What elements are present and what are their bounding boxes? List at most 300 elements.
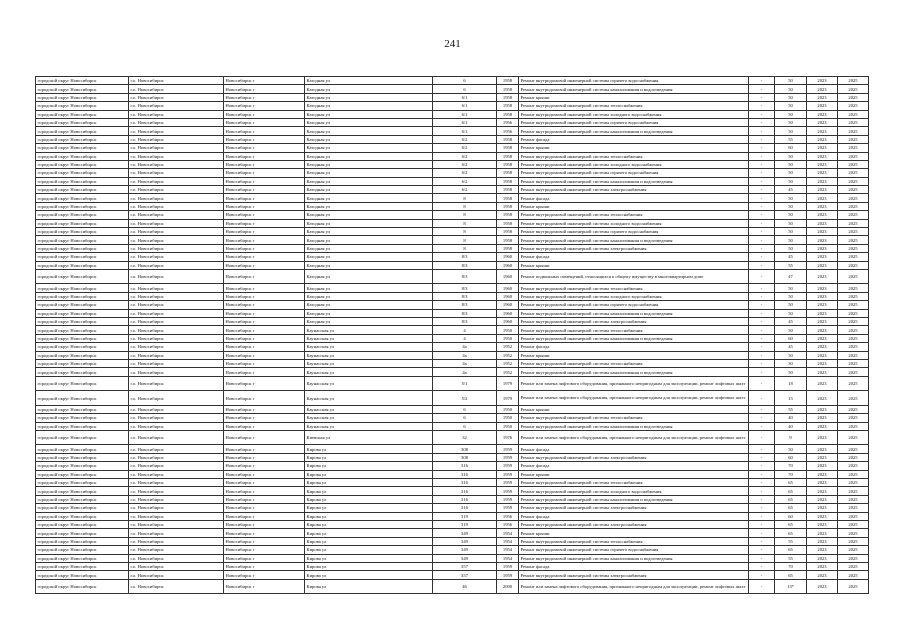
- cost-cell: 50: [775, 77, 807, 85]
- end-year-cell: 2025: [838, 562, 869, 570]
- street-cell: Кирова ул: [305, 520, 433, 528]
- start-year-cell: 2023: [807, 177, 838, 185]
- settlement-cell: г.о. Новосибирск: [129, 152, 224, 160]
- table-row: [36, 479, 869, 487]
- start-year-cell: 2023: [807, 228, 838, 236]
- end-year-cell: 2025: [838, 236, 869, 244]
- end-year-cell: 2025: [838, 284, 869, 292]
- settlement-cell: г.о. Новосибирск: [129, 414, 224, 422]
- note-cell: -: [749, 284, 775, 292]
- note-cell: -: [749, 495, 775, 503]
- city-cell: Новосибирск г: [224, 309, 305, 317]
- work-type-cell: Ремонт внутридомовой инженерной системы электроснабжения: [519, 520, 749, 528]
- start-year-cell: 2023: [807, 405, 838, 413]
- street-cell: Каунасская ул: [305, 334, 433, 342]
- work-type-cell: Ремонт крыши: [519, 351, 749, 359]
- note-cell: -: [749, 93, 775, 101]
- settlement-cell: г.о. Новосибирск: [129, 77, 224, 85]
- house-number-cell: 6/2: [433, 144, 497, 152]
- house-number-cell: 308: [433, 453, 497, 461]
- note-cell: -: [749, 169, 775, 177]
- street-cell: Каунасская ул: [305, 360, 433, 368]
- settlement-cell: г.о. Новосибирск: [129, 236, 224, 244]
- work-type-cell: Ремонт внутридомовой инженерной системы канализования и водоотведения: [519, 554, 749, 562]
- work-type-cell: Ремонт внутридомовой инженерной системы канализования и водоотведения: [519, 236, 749, 244]
- street-cell: Кирова ул: [305, 504, 433, 512]
- cost-cell: 47: [775, 269, 807, 284]
- settlement-cell: г.о. Новосибирск: [129, 85, 224, 93]
- build-year-cell: 1954: [497, 537, 519, 545]
- end-year-cell: 2025: [838, 360, 869, 368]
- city-cell: Новосибирск г: [224, 127, 305, 135]
- house-number-cell: 8/3: [433, 292, 497, 300]
- end-year-cell: 2025: [838, 211, 869, 219]
- start-year-cell: 2023: [807, 102, 838, 110]
- note-cell: -: [749, 177, 775, 185]
- settlement-cell: г.о. Новосибирск: [129, 261, 224, 269]
- end-year-cell: 2025: [838, 85, 869, 93]
- table-row: [36, 487, 869, 495]
- note-cell: -: [749, 309, 775, 317]
- end-year-cell: 2025: [838, 169, 869, 177]
- build-year-cell: 1952: [497, 343, 519, 351]
- start-year-cell: 2023: [807, 85, 838, 93]
- house-number-cell: 5/1: [433, 376, 497, 391]
- work-type-cell: Ремонт внутридомовой инженерной системы холодного водоснабжения: [519, 487, 749, 495]
- end-year-cell: 2025: [838, 343, 869, 351]
- note-cell: -: [749, 405, 775, 413]
- municipality-cell: городской округ Новосибирск: [36, 318, 129, 326]
- build-year-cell: 1959: [497, 470, 519, 478]
- build-year-cell: 1979: [497, 391, 519, 406]
- end-year-cell: 2025: [838, 414, 869, 422]
- work-type-cell: Ремонт внутридомовой инженерной системы горячего водоснабжения: [519, 301, 749, 309]
- table-row: [36, 261, 869, 269]
- settlement-cell: г.о. Новосибирск: [129, 520, 224, 528]
- settlement-cell: г.о. Новосибирск: [129, 546, 224, 554]
- house-number-cell: 349: [433, 546, 497, 554]
- cost-cell: 50: [775, 351, 807, 359]
- house-number-cell: 316: [433, 470, 497, 478]
- city-cell: Новосибирск г: [224, 152, 305, 160]
- settlement-cell: г.о. Новосибирск: [129, 430, 224, 445]
- cost-cell: 50: [775, 244, 807, 252]
- note-cell: -: [749, 422, 775, 430]
- cost-cell: 18: [775, 376, 807, 391]
- house-number-cell: 6/2: [433, 169, 497, 177]
- municipality-cell: городской округ Новосибирск: [36, 236, 129, 244]
- build-year-cell: 1959: [497, 479, 519, 487]
- end-year-cell: 2025: [838, 253, 869, 261]
- start-year-cell: 2023: [807, 236, 838, 244]
- end-year-cell: 2025: [838, 110, 869, 118]
- municipality-cell: городской округ Новосибирск: [36, 343, 129, 351]
- work-type-cell: Ремонт внутридомовой инженерной системы теплоснабжения: [519, 284, 749, 292]
- settlement-cell: г.о. Новосибирск: [129, 326, 224, 334]
- cost-cell: 65: [775, 529, 807, 537]
- table-row: [36, 194, 869, 202]
- start-year-cell: 2023: [807, 135, 838, 143]
- street-cell: Каунасская ул: [305, 343, 433, 351]
- table-row: [36, 127, 869, 135]
- start-year-cell: 2023: [807, 284, 838, 292]
- build-year-cell: 1959: [497, 453, 519, 461]
- table-row: [36, 546, 869, 554]
- build-year-cell: 1960: [497, 253, 519, 261]
- build-year-cell: 1950: [497, 334, 519, 342]
- build-year-cell: 1958: [497, 152, 519, 160]
- street-cell: Катодная ул: [305, 292, 433, 300]
- table-row: [36, 85, 869, 93]
- table-row: [36, 186, 869, 194]
- street-cell: Кирова ул: [305, 487, 433, 495]
- end-year-cell: 2025: [838, 144, 869, 152]
- municipality-cell: городской округ Новосибирск: [36, 261, 129, 269]
- end-year-cell: 2025: [838, 554, 869, 562]
- work-type-cell: Ремонт внутридомовой инженерной системы холодного водоснабжения: [519, 160, 749, 168]
- municipality-cell: городской округ Новосибирск: [36, 504, 129, 512]
- work-type-cell: Ремонт фасада: [519, 512, 749, 520]
- city-cell: Новосибирск г: [224, 85, 305, 93]
- table-row: [36, 284, 869, 292]
- table-row: [36, 529, 869, 537]
- note-cell: -: [749, 292, 775, 300]
- street-cell: Катодная ул: [305, 118, 433, 126]
- work-type-cell: Ремонт фасада: [519, 135, 749, 143]
- municipality-cell: городской округ Новосибирск: [36, 135, 129, 143]
- start-year-cell: 2023: [807, 571, 838, 579]
- municipality-cell: городской округ Новосибирск: [36, 405, 129, 413]
- house-number-cell: 308: [433, 445, 497, 453]
- city-cell: Новосибирск г: [224, 326, 305, 334]
- street-cell: Кирова ул: [305, 537, 433, 545]
- municipality-cell: городской округ Новосибирск: [36, 186, 129, 194]
- street-cell: Кирова ул: [305, 479, 433, 487]
- cost-cell: 65: [775, 479, 807, 487]
- street-cell: Кирова ул: [305, 495, 433, 503]
- municipality-cell: городской округ Новосибирск: [36, 211, 129, 219]
- settlement-cell: г.о. Новосибирск: [129, 376, 224, 391]
- end-year-cell: 2025: [838, 479, 869, 487]
- build-year-cell: 1958: [497, 110, 519, 118]
- build-year-cell: 1956: [497, 520, 519, 528]
- cost-cell: 65: [775, 571, 807, 579]
- settlement-cell: г.о. Новосибирск: [129, 102, 224, 110]
- start-year-cell: 2023: [807, 414, 838, 422]
- municipality-cell: городской округ Новосибирск: [36, 579, 129, 594]
- street-cell: Кирова ул: [305, 546, 433, 554]
- end-year-cell: 2025: [838, 470, 869, 478]
- note-cell: -: [749, 391, 775, 406]
- municipality-cell: городской округ Новосибирск: [36, 284, 129, 292]
- city-cell: Новосибирск г: [224, 360, 305, 368]
- cost-cell: 55: [775, 261, 807, 269]
- street-cell: Кирова ул: [305, 554, 433, 562]
- house-number-cell: 8/3: [433, 318, 497, 326]
- municipality-cell: городской округ Новосибирск: [36, 152, 129, 160]
- start-year-cell: 2023: [807, 77, 838, 85]
- city-cell: Новосибирск г: [224, 318, 305, 326]
- settlement-cell: г.о. Новосибирск: [129, 93, 224, 101]
- build-year-cell: 1958: [497, 211, 519, 219]
- build-year-cell: 1958: [497, 219, 519, 227]
- start-year-cell: 2023: [807, 211, 838, 219]
- house-number-cell: 6/1: [433, 118, 497, 126]
- street-cell: Катодная ул: [305, 127, 433, 135]
- cost-cell: 50: [775, 127, 807, 135]
- start-year-cell: 2023: [807, 562, 838, 570]
- city-cell: Новосибирск г: [224, 391, 305, 406]
- table-row: [36, 93, 869, 101]
- end-year-cell: 2025: [838, 495, 869, 503]
- settlement-cell: г.о. Новосибирск: [129, 453, 224, 461]
- city-cell: Новосибирск г: [224, 334, 305, 342]
- cost-cell: 55: [775, 554, 807, 562]
- work-type-cell: Ремонт крыши: [519, 93, 749, 101]
- street-cell: Катодная ул: [305, 202, 433, 210]
- capital-repair-table: [35, 76, 869, 594]
- note-cell: -: [749, 211, 775, 219]
- end-year-cell: 2025: [838, 422, 869, 430]
- cost-cell: 65: [775, 495, 807, 503]
- table-row: [36, 579, 869, 594]
- cost-cell: 50: [775, 194, 807, 202]
- build-year-cell: 1976: [497, 430, 519, 445]
- work-type-cell: Ремонт внутридомовой инженерной системы горячего водоснабжения: [519, 118, 749, 126]
- municipality-cell: городской округ Новосибирск: [36, 453, 129, 461]
- cost-cell: 40: [775, 414, 807, 422]
- house-number-cell: 6: [433, 405, 497, 413]
- start-year-cell: 2023: [807, 520, 838, 528]
- start-year-cell: 2023: [807, 422, 838, 430]
- city-cell: Новосибирск г: [224, 495, 305, 503]
- work-type-cell: Ремонт крыши: [519, 529, 749, 537]
- house-number-cell: 8/3: [433, 261, 497, 269]
- table-row: [36, 152, 869, 160]
- house-number-cell: 316: [433, 479, 497, 487]
- note-cell: -: [749, 430, 775, 445]
- city-cell: Новосибирск г: [224, 546, 305, 554]
- note-cell: -: [749, 453, 775, 461]
- municipality-cell: городской округ Новосибирск: [36, 194, 129, 202]
- cost-cell: 70: [775, 462, 807, 470]
- note-cell: -: [749, 571, 775, 579]
- note-cell: -: [749, 318, 775, 326]
- city-cell: Новосибирск г: [224, 368, 305, 376]
- table-row: [36, 219, 869, 227]
- table-row: [36, 368, 869, 376]
- end-year-cell: 2025: [838, 537, 869, 545]
- table-body: [36, 77, 869, 594]
- end-year-cell: 2025: [838, 318, 869, 326]
- start-year-cell: 2023: [807, 110, 838, 118]
- cost-cell: 50: [775, 292, 807, 300]
- note-cell: -: [749, 102, 775, 110]
- end-year-cell: 2025: [838, 244, 869, 252]
- settlement-cell: г.о. Новосибирск: [129, 360, 224, 368]
- work-type-cell: Ремонт внутридомовой инженерной системы теплоснабжения: [519, 102, 749, 110]
- street-cell: Катодная ул: [305, 110, 433, 118]
- build-year-cell: 1954: [497, 529, 519, 537]
- build-year-cell: 1958: [497, 85, 519, 93]
- settlement-cell: г.о. Новосибирск: [129, 487, 224, 495]
- cost-cell: 50: [775, 110, 807, 118]
- street-cell: Катодная ул: [305, 186, 433, 194]
- city-cell: Новосибирск г: [224, 244, 305, 252]
- city-cell: Новосибирск г: [224, 445, 305, 453]
- house-number-cell: 8: [433, 219, 497, 227]
- street-cell: Каунасская ул: [305, 422, 433, 430]
- table-row: [36, 445, 869, 453]
- street-cell: Катодная ул: [305, 244, 433, 252]
- cost-cell: 65: [775, 546, 807, 554]
- note-cell: -: [749, 202, 775, 210]
- municipality-cell: городской округ Новосибирск: [36, 554, 129, 562]
- start-year-cell: 2023: [807, 343, 838, 351]
- cost-cell: 55: [775, 405, 807, 413]
- street-cell: Катодная ул: [305, 194, 433, 202]
- work-type-cell: Ремонт внутридомовой инженерной системы канализования и водоотведения: [519, 422, 749, 430]
- house-number-cell: 316: [433, 504, 497, 512]
- cost-cell: 65: [775, 487, 807, 495]
- build-year-cell: 1956: [497, 127, 519, 135]
- note-cell: -: [749, 85, 775, 93]
- table-row: [36, 102, 869, 110]
- municipality-cell: городской округ Новосибирск: [36, 169, 129, 177]
- house-number-cell: 6/2: [433, 177, 497, 185]
- street-cell: Катодная ул: [305, 177, 433, 185]
- end-year-cell: 2025: [838, 118, 869, 126]
- settlement-cell: г.о. Новосибирск: [129, 186, 224, 194]
- note-cell: -: [749, 110, 775, 118]
- table-row: [36, 504, 869, 512]
- street-cell: Катодная ул: [305, 169, 433, 177]
- start-year-cell: 2023: [807, 391, 838, 406]
- municipality-cell: городской округ Новосибирск: [36, 118, 129, 126]
- table-row: [36, 343, 869, 351]
- build-year-cell: 1956: [497, 512, 519, 520]
- settlement-cell: г.о. Новосибирск: [129, 391, 224, 406]
- settlement-cell: г.о. Новосибирск: [129, 495, 224, 503]
- settlement-cell: г.о. Новосибирск: [129, 244, 224, 252]
- work-type-cell: Ремонт внутридомовой инженерной системы электроснабжения: [519, 504, 749, 512]
- cost-cell: 50: [775, 202, 807, 210]
- work-type-cell: Ремонт внутридомовой инженерной системы электроснабжения: [519, 318, 749, 326]
- build-year-cell: 1959: [497, 495, 519, 503]
- table-row: [36, 309, 869, 317]
- note-cell: -: [749, 343, 775, 351]
- start-year-cell: 2023: [807, 144, 838, 152]
- work-type-cell: Ремонт внутридомовой инженерной системы теплоснабжения: [519, 360, 749, 368]
- note-cell: -: [749, 351, 775, 359]
- cost-cell: 50: [775, 177, 807, 185]
- municipality-cell: городской округ Новосибирск: [36, 102, 129, 110]
- note-cell: -: [749, 261, 775, 269]
- note-cell: -: [749, 244, 775, 252]
- municipality-cell: городской округ Новосибирск: [36, 244, 129, 252]
- note-cell: -: [749, 186, 775, 194]
- city-cell: Новосибирск г: [224, 102, 305, 110]
- end-year-cell: 2025: [838, 376, 869, 391]
- cost-cell: 65: [775, 504, 807, 512]
- table-row: [36, 301, 869, 309]
- end-year-cell: 2025: [838, 504, 869, 512]
- cost-cell: 55: [775, 135, 807, 143]
- street-cell: Кирова ул: [305, 462, 433, 470]
- table-row: [36, 360, 869, 368]
- city-cell: Новосибирск г: [224, 211, 305, 219]
- street-cell: Катодная ул: [305, 301, 433, 309]
- end-year-cell: 2025: [838, 351, 869, 359]
- settlement-cell: г.о. Новосибирск: [129, 562, 224, 570]
- municipality-cell: городской округ Новосибирск: [36, 219, 129, 227]
- city-cell: Новосибирск г: [224, 571, 305, 579]
- settlement-cell: г.о. Новосибирск: [129, 135, 224, 143]
- work-type-cell: Ремонт внутридомовой инженерной системы электроснабжения: [519, 244, 749, 252]
- cost-cell: 50: [775, 368, 807, 376]
- city-cell: Новосибирск г: [224, 487, 305, 495]
- note-cell: -: [749, 462, 775, 470]
- street-cell: Каунасская ул: [305, 414, 433, 422]
- end-year-cell: 2025: [838, 93, 869, 101]
- settlement-cell: г.о. Новосибирск: [129, 504, 224, 512]
- start-year-cell: 2023: [807, 253, 838, 261]
- settlement-cell: г.о. Новосибирск: [129, 422, 224, 430]
- house-number-cell: 316: [433, 462, 497, 470]
- house-number-cell: 8/3: [433, 253, 497, 261]
- house-number-cell: 6: [433, 422, 497, 430]
- municipality-cell: городской округ Новосибирск: [36, 391, 129, 406]
- build-year-cell: 1952: [497, 368, 519, 376]
- city-cell: Новосибирск г: [224, 228, 305, 236]
- note-cell: -: [749, 368, 775, 376]
- work-type-cell: Ремонт крыши: [519, 261, 749, 269]
- table-row: [36, 571, 869, 579]
- work-type-cell: Ремонт крыши: [519, 144, 749, 152]
- street-cell: Катодная ул: [305, 152, 433, 160]
- cost-cell: 40: [775, 422, 807, 430]
- build-year-cell: 1958: [497, 77, 519, 85]
- work-type-cell: Ремонт фасада: [519, 562, 749, 570]
- city-cell: Новосибирск г: [224, 414, 305, 422]
- work-type-cell: Ремонт фасада: [519, 253, 749, 261]
- work-type-cell: Ремонт внутридомовой инженерной системы холодного водоснабжения: [519, 110, 749, 118]
- street-cell: Катодная ул: [305, 135, 433, 143]
- note-cell: -: [749, 414, 775, 422]
- start-year-cell: 2023: [807, 152, 838, 160]
- municipality-cell: городской округ Новосибирск: [36, 202, 129, 210]
- city-cell: Новосибирск г: [224, 479, 305, 487]
- end-year-cell: 2025: [838, 453, 869, 461]
- city-cell: Новосибирск г: [224, 77, 305, 85]
- city-cell: Новосибирск г: [224, 579, 305, 594]
- end-year-cell: 2025: [838, 546, 869, 554]
- municipality-cell: городской округ Новосибирск: [36, 160, 129, 168]
- build-year-cell: 1958: [497, 169, 519, 177]
- table-row: [36, 144, 869, 152]
- settlement-cell: г.о. Новосибирск: [129, 571, 224, 579]
- build-year-cell: 1950: [497, 326, 519, 334]
- build-year-cell: 1956: [497, 118, 519, 126]
- cost-cell: 60: [775, 334, 807, 342]
- end-year-cell: 2025: [838, 261, 869, 269]
- street-cell: Каунасская ул: [305, 326, 433, 334]
- build-year-cell: 1960: [497, 318, 519, 326]
- municipality-cell: городской округ Новосибирск: [36, 228, 129, 236]
- city-cell: Новосибирск г: [224, 504, 305, 512]
- table-row: [36, 430, 869, 445]
- municipality-cell: городской округ Новосибирск: [36, 292, 129, 300]
